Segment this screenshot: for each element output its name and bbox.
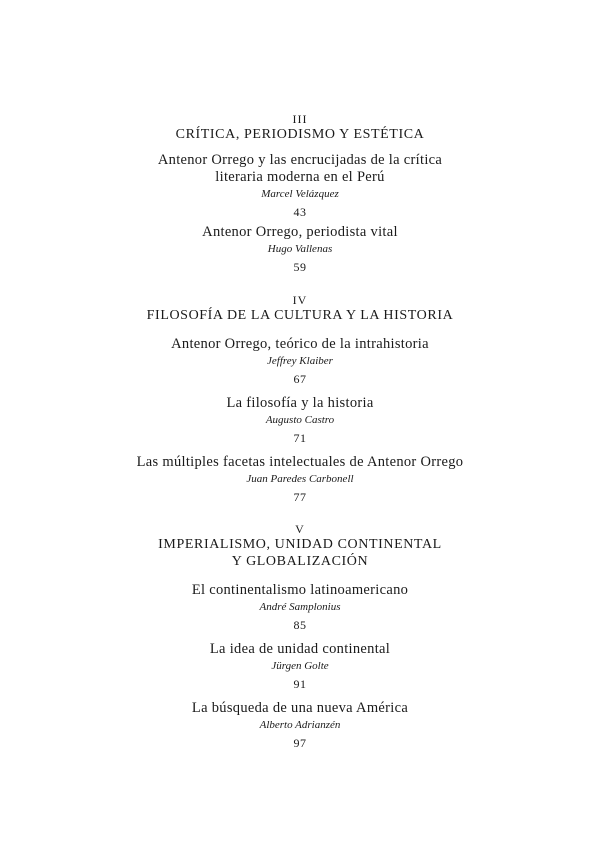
entry-title: Antenor Orrego, periodista vital xyxy=(202,224,398,240)
entry-page-number: 91 xyxy=(293,677,307,691)
entry-page-number: 59 xyxy=(293,260,307,274)
toc-entry xyxy=(0,641,600,692)
entry-title-continued: literaria moderna en el Perú xyxy=(215,169,385,185)
toc-entry xyxy=(0,700,600,751)
toc-entry xyxy=(0,454,600,505)
entry-title: La filosofía y la historia xyxy=(226,395,374,411)
toc-entry xyxy=(0,582,600,633)
section-iii-header xyxy=(0,112,600,143)
entry-page-number: 85 xyxy=(293,618,307,632)
entry-title: El continentalismo latinoamericano xyxy=(191,582,409,598)
entry-title: La búsqueda de una nueva América xyxy=(191,700,409,716)
entry-title: La idea de unidad continental xyxy=(209,641,391,657)
entry-page-number: 67 xyxy=(293,372,307,386)
section-heading: FILOSOFÍA DE LA CULTURA Y LA HISTORIA xyxy=(146,308,454,323)
entry-author: Juan Paredes Carbonell xyxy=(246,473,354,485)
entry-page-number: 97 xyxy=(293,736,307,750)
section-v-header xyxy=(0,522,600,570)
entry-author: Marcel Velázquez xyxy=(261,188,339,200)
entry-author: Augusto Castro xyxy=(265,414,335,426)
entry-author: Alberto Adrianzén xyxy=(259,719,341,731)
section-heading: CRÍTICA, PERIODISMO Y ESTÉTICA xyxy=(175,127,425,142)
toc-entry xyxy=(0,336,600,387)
entry-page-number: 43 xyxy=(293,205,307,219)
entry-author: Jeffrey Klaiber xyxy=(267,355,333,367)
section-heading-continued: Y GLOBALIZACIÓN xyxy=(231,554,369,569)
entry-author: André Samplonius xyxy=(259,601,341,613)
section-numeral: IV xyxy=(292,293,308,307)
entry-page-number: 77 xyxy=(293,490,307,504)
entry-author: Jürgen Golte xyxy=(271,660,329,672)
section-heading: IMPERIALISMO, UNIDAD CONTINENTAL xyxy=(158,537,442,552)
section-numeral: III xyxy=(292,112,308,126)
entry-title: Antenor Orrego y las encrucijadas de la crítica xyxy=(157,152,443,168)
toc-entry xyxy=(0,224,600,275)
entry-page-number: 71 xyxy=(293,431,307,445)
toc-entry xyxy=(0,395,600,446)
entry-title: Las múltiples facetas intelectuales de Antenor Orrego xyxy=(136,454,464,470)
entry-title: Antenor Orrego, teórico de la intrahistoria xyxy=(171,336,429,352)
section-iv-header xyxy=(0,293,600,324)
entry-author: Hugo Vallenas xyxy=(267,243,333,255)
section-numeral: V xyxy=(295,522,305,536)
toc-entry xyxy=(0,152,600,220)
